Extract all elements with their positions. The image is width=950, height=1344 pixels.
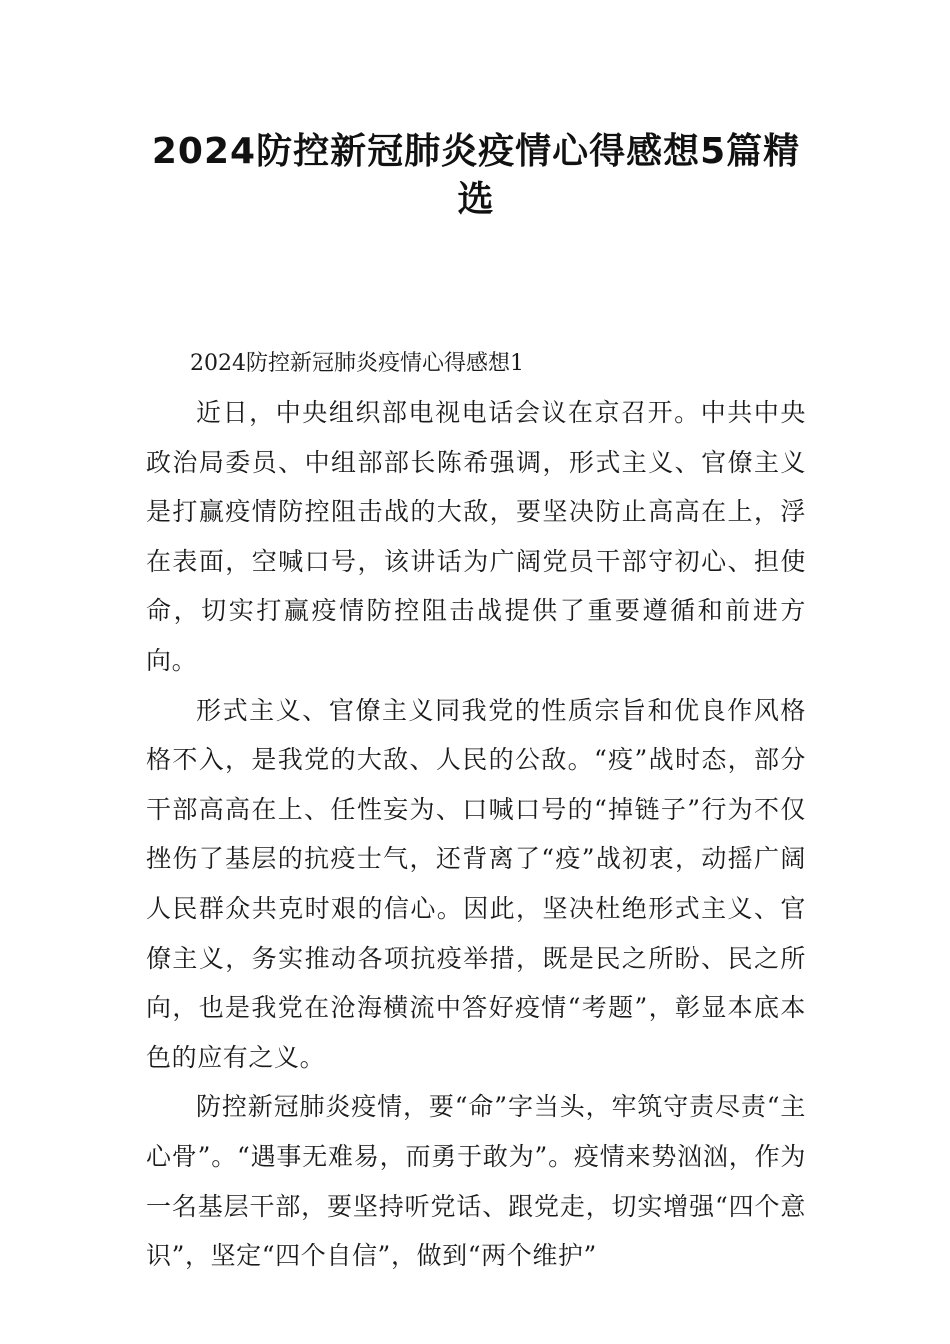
document-title: 2024防控新冠肺炎疫情心得感想5篇精选 [151,131,801,220]
paragraph-3: 防控新冠肺炎疫情，要“命”字当头，牢筑守责尽责“主心骨”。“遇事无难易，而勇于敢为”。疫情来势汹汹，作为一名基层干部，要坚持听党话、跟党走，切实增强“四个意识”，坚定“四个自信”，做到“两个维护” [146,1092,806,1271]
document-page [146,0,806,1281]
paragraph-1: 近日，中央组织部电视电话会议在京召开。中共中央政治局委员、中组部部长陈希强调，形式主义、官僚主义是打赢疫情防控阻击战的大敌，要坚决防止高高在上，浮在表面，空喊口号，该讲话为广阔党员干部守初心、担使命，切实打赢疫情防控阻击战提供了重要遵循和前进方向。 [146,398,806,675]
section-heading: 2024防控新冠肺炎疫情心得感想1 [190,351,524,376]
paragraph-2: 形式主义、官僚主义同我党的性质宗旨和优良作风格格不入，是我党的大敌、人民的公敌。“疫”战时态，部分干部高高在上、任性妄为、口喊口号的“掉链子”行为不仅挫伤了基层的抗疫士气，还背离了“疫”战初衷，动摇广阔人民群众共克时艰的信心。因此，坚决杜绝形式主义、官僚主义，务实推动各项抗疫举措，既是民之所盼、民之所向，也是我党在沧海横流中答好疫情“考题”，彰显本底本色的应有之义。 [146,695,806,1072]
